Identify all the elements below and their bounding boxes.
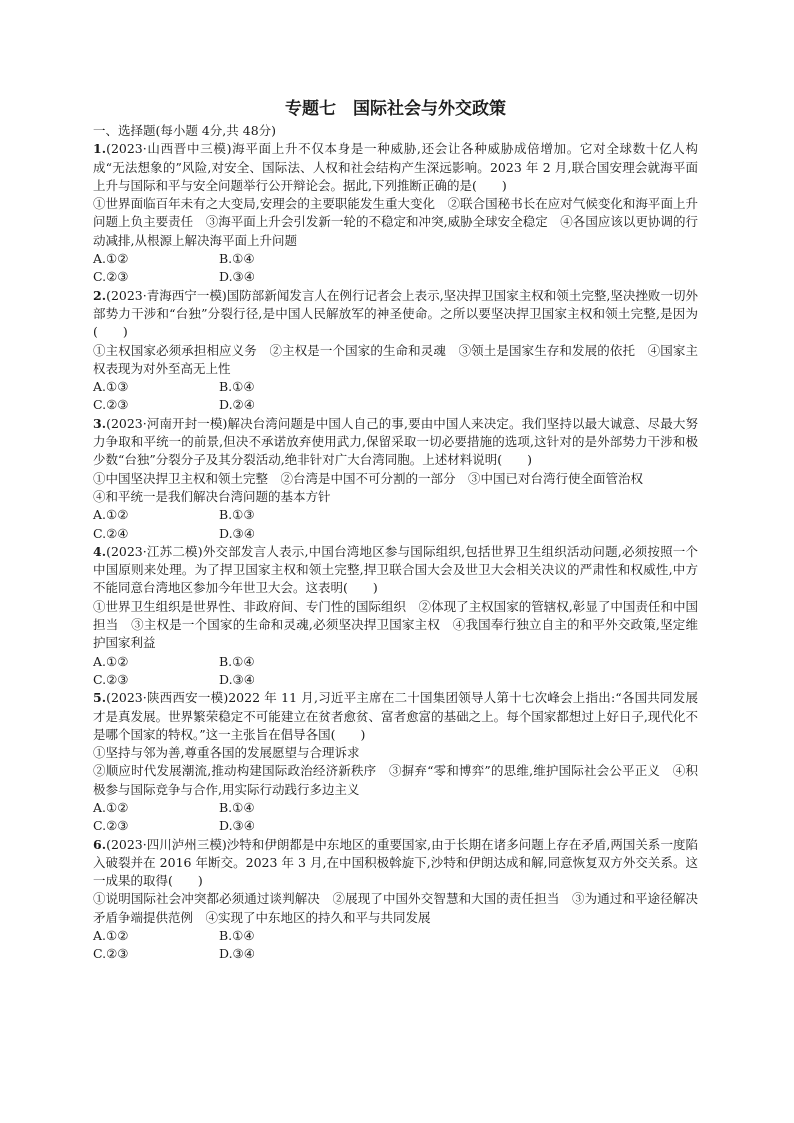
choice-a[interactable]: A.①③ [93,379,129,395]
choice-b[interactable]: B.①④ [219,251,255,267]
page-title: 专题七 国际社会与外交政策 [285,99,506,119]
document-page [93,98,698,964]
question-statements-extra: ②顺应时代发展潮流,推动构建国际政治经济新秩序 ③摒弃“零和博弈”的思维,维护国际社会公平正义 ④积极参与国际竞争与合作,用实际行动践行多边主义 [93,763,698,797]
question-statements-extra: ④和平统一是我们解决台湾问题的基本方针 [93,488,331,504]
choice-c[interactable]: C.②③ [93,818,129,834]
question-4 [93,543,698,689]
choice-d[interactable]: D.③④ [219,818,255,834]
choice-row [93,799,698,817]
question-number: 5. [93,690,107,706]
question-stem [93,543,698,598]
choice-row [93,396,698,414]
question-5 [93,689,698,835]
question-text: (2023·陕西西安一模)2022 年 11 月,习近平主席在二十国集团领导人第十七次峰会上指出:“各国共同发展才是真发展。世界繁荣稳定不可能建立在贫者愈贫、富者愈富的基础之上。每个国家都想过上好日子,现代化不是哪个国家的特权。”这一主张旨在倡导各国( ) [93,690,698,742]
question-text: (2023·四川泸州三模)沙特和伊朗都是中东地区的重要国家,由于长期在诸多问题上存在矛盾,两国关系一度陷入破裂并在 2016 年断交。2023 年 3 月,在中国积极斡旋下,沙特和伊朗达成和解,同意恢复双方外交关系。这一成果的取得( ) [93,836,698,889]
choice-c[interactable]: C.②④ [93,525,129,541]
question-3 [93,415,698,543]
question-stem [93,689,698,744]
question-statements: ①中国坚决捍卫主权和领土完整 ②台湾是中国不可分割的一部分 ③中国已对台湾行使全面管治权 [93,470,644,486]
choice-c[interactable]: C.②③ [93,671,129,687]
choice-a[interactable]: A.①② [93,251,129,267]
question-stem [93,140,698,195]
question-stem [93,415,698,470]
question-stem [93,836,698,891]
question-statements: ①世界卫生组织是世界性、非政府间、专门性的国际组织 ②体现了主权国家的管辖权,彰显了中国责任和中国担当 ③主权是一个国家的生命和灵魂,必须坚决捍卫国家主权 ④我国奉行独立自主的和平外交政策,坚定维护国家利益 [93,598,698,651]
question-number: 3. [93,415,107,431]
question-number: 4. [93,543,107,559]
choice-row [93,653,698,671]
question-text: (2023·江苏二模)外交部发言人表示,中国台湾地区参与国际组织,包括世界卫生组织活动问题,必须按照一个中国原则来处理。为了捍卫国家主权和领土完整,捍卫联合国大会及世卫大会相关决议的严肃性和权威性,中方不能同意台湾地区参加今年世卫大会。这表明( ) [93,543,698,596]
choice-b[interactable]: B.①④ [219,799,255,815]
choice-a[interactable]: A.①② [93,653,129,669]
choice-row [93,817,698,835]
question-2 [93,287,698,415]
choice-b[interactable]: B.①④ [219,379,255,395]
question-number: 1. [93,141,107,157]
choice-b[interactable]: B.①③ [219,507,255,523]
choice-a[interactable]: A.①② [93,928,129,944]
question-text: (2023·山西晋中三模)海平面上升不仅本身是一种威胁,还会让各种威胁成倍增加。它对全球数十亿人构成“无法想象的”风险,对安全、国际法、人权和社会结构产生深远影响。2023 年 2 月,联合国安理会就海平面上升与国际和平与安全问题举行公开辩论会。据此,下列推断正确的是( ) [93,141,698,193]
choice-row [93,927,698,945]
question-statements: ①世界面临百年未有之大变局,安理会的主要职能发生重大变化 ②联合国秘书长在应对气候变化和海平面上升问题上负主要责任 ③海平面上升会引发新一轮的不稳定和冲突,威胁全球安全稳定 ④各国应该以更协调的行动减排,从根源上解决海平面上升问题 [93,196,698,248]
choice-d[interactable]: D.③④ [219,671,255,687]
choice-d[interactable]: D.③④ [219,269,255,285]
choice-row [93,268,698,286]
choice-c[interactable]: C.②③ [93,946,129,962]
question-statements: ①坚持与邻为善,尊重各国的发展愿望与合理诉求 [93,745,360,761]
question-text: (2023·河南开封一模)解决台湾问题是中国人自己的事,要由中国人来决定。我们坚持以最大诚意、尽最大努力争取和平统一的前景,但决不承诺放弃使用武力,保留采取一切必要措施的选项,这针对的是外部势力干涉和极少数“台独”分裂分子及其分裂活动,绝非针对广大台湾同胞。上述材料说明( ) [93,415,698,468]
choice-row [93,378,698,396]
question-6 [93,836,698,964]
question-statements: ①主权国家必须承担相应义务 ②主权是一个国家的生命和灵魂 ③领土是国家生存和发展的依托 ④国家主权表现为对外至高无上性 [93,342,698,376]
choice-c[interactable]: C.②③ [93,397,129,413]
choice-a[interactable]: A.①② [93,799,129,815]
choice-row [93,250,698,268]
choice-b[interactable]: B.①④ [219,653,255,669]
choice-d[interactable]: D.③④ [219,525,255,541]
choice-c[interactable]: C.②③ [93,269,129,285]
section-heading: 一、选择题(每小题 4分,共 48分) [93,123,277,138]
question-number: 6. [93,836,107,852]
choice-row [93,525,698,543]
question-1 [93,140,698,286]
choice-b[interactable]: B.①④ [219,928,255,944]
choice-d[interactable]: D.②④ [219,397,255,413]
question-stem [93,287,698,342]
question-statements: ①说明国际社会冲突都必须通过谈判解决 ②展现了中国外交智慧和大国的责任担当 ③为通过和平途径解决矛盾争端提供范例 ④实现了中东地区的持久和平与共同发展 [93,891,698,925]
choice-row [93,945,698,963]
choice-d[interactable]: D.③④ [219,946,255,962]
choice-row [93,671,698,689]
choice-row [93,506,698,524]
choice-a[interactable]: A.①② [93,507,129,523]
question-number: 2. [93,287,107,303]
question-text: (2023·青海西宁一模)国防部新闻发言人在例行记者会上表示,坚决捍卫国家主权和领土完整,坚决挫败一切外部势力干涉和“台独”分裂行径,是中国人民解放军的神圣使命。之所以要坚决捍卫国家主权和领土完整,是因为( ) [93,287,698,340]
